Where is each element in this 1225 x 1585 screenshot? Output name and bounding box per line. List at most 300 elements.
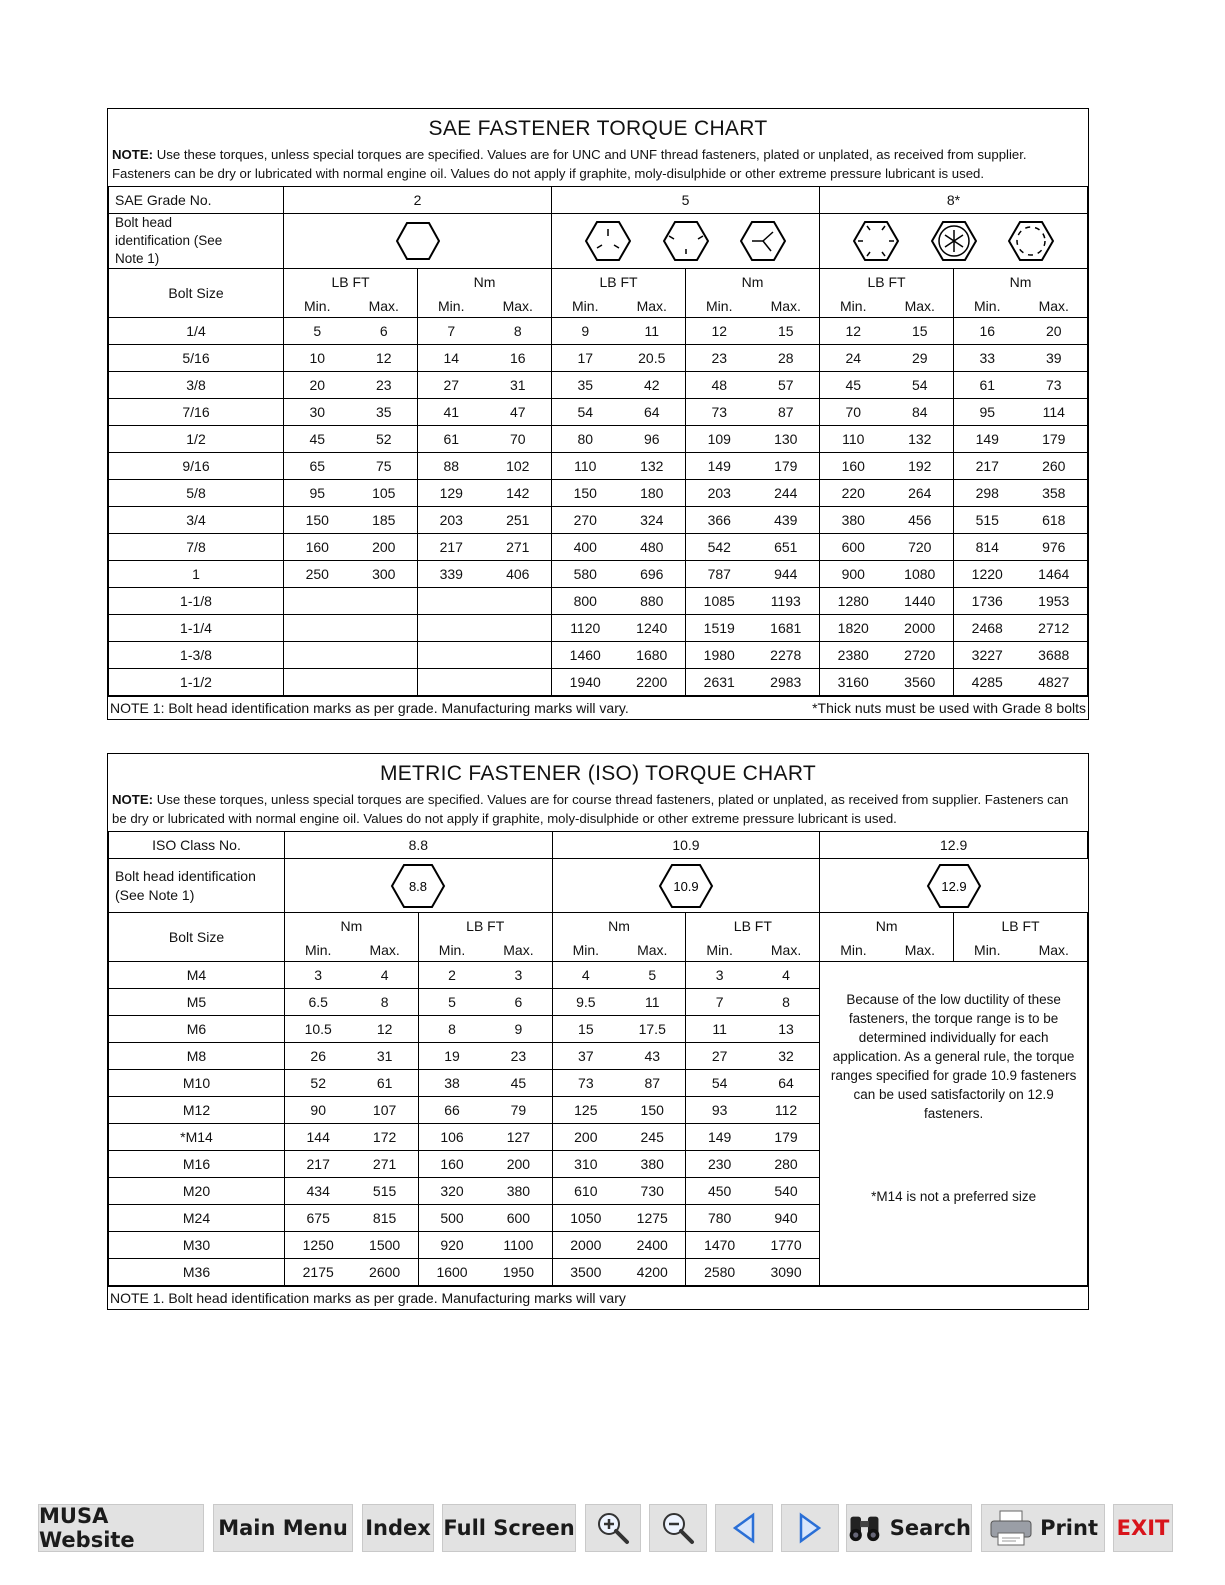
torque-value-cell: 110	[820, 426, 887, 453]
metric-unit-header: Nm	[285, 913, 419, 940]
torque-value-cell: 48	[686, 372, 753, 399]
torque-value-cell: 1050	[552, 1205, 619, 1232]
ductility-note: Because of the low ductility of these fasteners, the torque range is to be determined individually for each application. As a general rule, the torque ranges specified for grade 10.9 fasteners can be used satisfactorily on 12.9 fasteners.	[830, 992, 1077, 1121]
torque-value-cell: 9	[485, 1016, 552, 1043]
torque-value-cell: 17.5	[619, 1016, 686, 1043]
zoom-in-button[interactable]	[585, 1504, 641, 1552]
min-header: Min.	[686, 939, 753, 962]
bolt-size-cell: 5/8	[109, 480, 284, 507]
torque-value-cell	[418, 669, 485, 696]
zoom-out-button[interactable]	[649, 1504, 707, 1552]
torque-value-cell: 73	[686, 399, 753, 426]
torque-value-cell: 1736	[954, 588, 1021, 615]
torque-value-cell: 4	[552, 962, 619, 989]
torque-value-cell: 1681	[753, 615, 820, 642]
torque-value-cell	[485, 615, 552, 642]
torque-value-cell: 149	[686, 453, 753, 480]
torque-value-cell: 230	[686, 1151, 753, 1178]
torque-value-cell: 696	[619, 561, 686, 588]
torque-value-cell: 2175	[285, 1259, 352, 1286]
metric-class-8-8-head	[285, 859, 553, 913]
torque-value-cell: 105	[351, 480, 418, 507]
metric-table-body	[109, 962, 1088, 1286]
metric-note-text: Use these torques, unless special torques are specified. Values are for course thread fasteners, plated or unplated, as received from supplier. Fasteners can be dry or lubricated with normal engine oil. Values do not apply if graphite, moly-disulphide or other extreme pressure lubricant is used.	[112, 792, 1069, 826]
metric-footnote	[108, 1286, 1088, 1309]
torque-value-cell: 880	[619, 588, 686, 615]
torque-value-cell: 39	[1021, 345, 1088, 372]
torque-value-cell: 54	[887, 372, 954, 399]
torque-value-cell: 35	[351, 399, 418, 426]
torque-value-cell: 2720	[887, 642, 954, 669]
min-header: Min.	[284, 295, 351, 318]
torque-value-cell: 2712	[1021, 615, 1088, 642]
torque-value-cell: 2600	[351, 1259, 418, 1286]
torque-value-cell: 12	[686, 318, 753, 345]
torque-value-cell: 11	[686, 1016, 753, 1043]
musa-website-button[interactable]: MUSA Website	[38, 1504, 204, 1552]
torque-value-cell: 1950	[485, 1259, 552, 1286]
torque-value-cell: 515	[351, 1178, 418, 1205]
torque-value-cell: 814	[954, 534, 1021, 561]
torque-value-cell: 150	[552, 480, 619, 507]
torque-value-cell: 12	[351, 1016, 418, 1043]
torque-value-cell: 515	[954, 507, 1021, 534]
torque-value-cell: 109	[686, 426, 753, 453]
search-button[interactable]	[846, 1504, 972, 1552]
torque-value-cell: 45	[820, 372, 887, 399]
sae-note	[108, 145, 1088, 186]
torque-value-cell: 500	[418, 1205, 485, 1232]
torque-value-cell: 5	[284, 318, 351, 345]
bolt-size-cell: M10	[109, 1070, 285, 1097]
torque-value-cell: 1464	[1021, 561, 1088, 588]
sae-grade-2-head	[284, 214, 552, 269]
torque-value-cell: 12	[820, 318, 887, 345]
torque-value-cell: 149	[954, 426, 1021, 453]
sae-table-body	[109, 318, 1088, 696]
torque-value-cell	[351, 588, 418, 615]
max-header: Max.	[619, 939, 686, 962]
torque-value-cell: 90	[285, 1097, 352, 1124]
torque-value-cell: 70	[820, 399, 887, 426]
sae-unit-header: LB FT	[552, 269, 686, 296]
sae-unit-header: Nm	[418, 269, 552, 296]
torque-value-cell: 102	[485, 453, 552, 480]
torque-value-cell: 75	[351, 453, 418, 480]
torque-value-cell: 43	[619, 1043, 686, 1070]
bolt-size-cell: 1/2	[109, 426, 284, 453]
metric-table	[108, 831, 1088, 1286]
torque-value-cell: 651	[753, 534, 820, 561]
torque-value-cell	[418, 615, 485, 642]
torque-value-cell: 271	[351, 1151, 418, 1178]
torque-value-cell: 192	[887, 453, 954, 480]
torque-value-cell: 3500	[552, 1259, 619, 1286]
torque-value-cell	[418, 588, 485, 615]
hex-head-dashed-circle-icon	[1008, 220, 1054, 262]
torque-value-cell	[485, 642, 552, 669]
torque-value-cell: 2200	[619, 669, 686, 696]
torque-value-cell: 217	[285, 1151, 352, 1178]
torque-value-cell: 17	[552, 345, 619, 372]
torque-value-cell: 31	[351, 1043, 418, 1070]
torque-value-cell: 13	[753, 1016, 820, 1043]
torque-value-cell: 4200	[619, 1259, 686, 1286]
torque-value-cell: 3	[485, 962, 552, 989]
metric-footnote-text: NOTE 1. Bolt head identification marks as per grade. Manufacturing marks will vary	[110, 1290, 626, 1306]
head-mark-8-8: 8.8	[409, 878, 428, 894]
print-button-label: Print	[1040, 1516, 1098, 1540]
bolt-size-cell: 5/16	[109, 345, 284, 372]
torque-value-cell: 160	[418, 1151, 485, 1178]
torque-value-cell: 1770	[753, 1232, 820, 1259]
torque-value-cell: 6	[485, 989, 552, 1016]
torque-value-cell: 24	[820, 345, 887, 372]
min-header: Min.	[552, 295, 619, 318]
torque-value-cell: 8	[485, 318, 552, 345]
sae-table	[108, 186, 1088, 696]
metric-unit-header: LB FT	[686, 913, 820, 940]
torque-value-cell	[351, 642, 418, 669]
bolt-size-cell: 1	[109, 561, 284, 588]
torque-value-cell: 52	[285, 1070, 352, 1097]
torque-value-cell: 15	[753, 318, 820, 345]
torque-value-cell: 815	[351, 1205, 418, 1232]
sae-note-text: Use these torques, unless special torques are specified. Values are for UNC and UNF thread fasteners, plated or unplated, as received from supplier. Fasteners can be dry or lubricated with normal engine oil. Values do not apply if graphite, moly-disulphide or other extreme pressure lubricant is used.	[112, 147, 1027, 181]
torque-value-cell: 7	[686, 989, 753, 1016]
torque-value-cell: 920	[418, 1232, 485, 1259]
torque-value-cell: 1470	[686, 1232, 753, 1259]
torque-value-cell: 64	[619, 399, 686, 426]
bolt-size-cell: 1-1/2	[109, 669, 284, 696]
max-header: Max.	[1021, 295, 1088, 318]
torque-value-cell: 251	[485, 507, 552, 534]
torque-value-cell	[351, 615, 418, 642]
torque-value-cell	[485, 669, 552, 696]
torque-value-cell: 70	[485, 426, 552, 453]
torque-value-cell: 200	[552, 1124, 619, 1151]
bolt-size-cell: 1/4	[109, 318, 284, 345]
sae-grade-8-heads	[820, 214, 1088, 269]
hex-head-10-9-icon	[658, 863, 714, 909]
table-row	[109, 615, 1088, 642]
torque-value-cell: 1500	[351, 1232, 418, 1259]
sae-unit-row	[109, 269, 1088, 296]
torque-value-cell: 15	[552, 1016, 619, 1043]
sae-unit-header: Nm	[686, 269, 820, 296]
torque-value-cell: 3227	[954, 642, 1021, 669]
torque-value-cell: 4	[351, 962, 418, 989]
metric-class-10-9: 10.9	[552, 832, 820, 859]
torque-value-cell: 107	[351, 1097, 418, 1124]
torque-value-cell: 542	[686, 534, 753, 561]
torque-value-cell: 144	[285, 1124, 352, 1151]
min-header: Min.	[954, 939, 1021, 962]
min-header: Min.	[820, 939, 887, 962]
index-button[interactable]: Index	[362, 1504, 434, 1552]
table-row	[109, 480, 1088, 507]
torque-value-cell: 114	[1021, 399, 1088, 426]
hex-head-lines-icon	[663, 220, 709, 262]
torque-value-cell: 180	[619, 480, 686, 507]
hex-head-six-marks-icon	[853, 220, 899, 262]
torque-value-cell: 26	[285, 1043, 352, 1070]
torque-value-cell: 280	[753, 1151, 820, 1178]
torque-value-cell: 675	[285, 1205, 352, 1232]
torque-value-cell: 150	[284, 507, 351, 534]
sae-grade-5: 5	[552, 187, 820, 214]
torque-value-cell: 600	[485, 1205, 552, 1232]
torque-value-cell: 358	[1021, 480, 1088, 507]
torque-value-cell: 35	[552, 372, 619, 399]
sae-grade-label: SAE Grade No.	[109, 187, 284, 214]
torque-value-cell: 54	[552, 399, 619, 426]
table-row	[109, 642, 1088, 669]
max-header: Max.	[887, 939, 954, 962]
torque-value-cell: 41	[418, 399, 485, 426]
min-header: Min.	[285, 939, 352, 962]
table-row	[109, 507, 1088, 534]
sae-unit-header: LB FT	[284, 269, 418, 296]
torque-value-cell: 95	[284, 480, 351, 507]
torque-value-cell: 787	[686, 561, 753, 588]
torque-value-cell: 132	[887, 426, 954, 453]
torque-value-cell: 185	[351, 507, 418, 534]
torque-value-cell: 88	[418, 453, 485, 480]
torque-value-cell: 2580	[686, 1259, 753, 1286]
torque-value-cell: 32	[753, 1043, 820, 1070]
table-row	[109, 534, 1088, 561]
bolt-size-cell: M24	[109, 1205, 285, 1232]
hex-head-star-icon	[931, 220, 977, 262]
torque-value-cell: 2468	[954, 615, 1021, 642]
torque-value-cell: 1280	[820, 588, 887, 615]
torque-value-cell: 780	[686, 1205, 753, 1232]
torque-value-cell: 8	[418, 1016, 485, 1043]
min-header: Min.	[820, 295, 887, 318]
torque-value-cell: 80	[552, 426, 619, 453]
metric-class-row	[109, 832, 1088, 859]
torque-value-cell: 264	[887, 480, 954, 507]
sae-bolthead-label: Bolt head identification (See Note 1)	[109, 214, 284, 269]
torque-value-cell	[284, 588, 351, 615]
max-header: Max.	[887, 295, 954, 318]
sae-torque-chart	[107, 108, 1089, 720]
bolt-size-cell: 3/8	[109, 372, 284, 399]
min-header: Min.	[686, 295, 753, 318]
torque-value-cell: 220	[820, 480, 887, 507]
metric-bolthead-label: Bolt head identification (See Note 1)	[109, 859, 285, 913]
torque-value-cell: 37	[552, 1043, 619, 1070]
torque-value-cell: 1100	[485, 1232, 552, 1259]
metric-unit-row	[109, 913, 1088, 940]
torque-value-cell: 110	[552, 453, 619, 480]
torque-value-cell: 800	[552, 588, 619, 615]
sae-unit-header: LB FT	[820, 269, 954, 296]
torque-value-cell: 45	[485, 1070, 552, 1097]
next-page-icon	[797, 1512, 823, 1544]
torque-value-cell: 730	[619, 1178, 686, 1205]
table-row	[109, 588, 1088, 615]
torque-value-cell: 61	[418, 426, 485, 453]
bolt-size-cell: 7/16	[109, 399, 284, 426]
bolt-size-cell: *M14	[109, 1124, 285, 1151]
torque-value-cell: 1519	[686, 615, 753, 642]
head-mark-10-9: 10.9	[673, 878, 699, 894]
sae-footnote	[108, 696, 1088, 719]
torque-value-cell: 310	[552, 1151, 619, 1178]
metric-class-12-9: 12.9	[820, 832, 1088, 859]
torque-value-cell: 944	[753, 561, 820, 588]
torque-value-cell: 2278	[753, 642, 820, 669]
bolt-size-cell: M12	[109, 1097, 285, 1124]
torque-value-cell: 1250	[285, 1232, 352, 1259]
torque-value-cell: 245	[619, 1124, 686, 1151]
torque-value-cell: 1220	[954, 561, 1021, 588]
torque-value-cell: 42	[619, 372, 686, 399]
metric-boltsize-label: Bolt Size	[109, 913, 285, 962]
torque-value-cell: 9	[552, 318, 619, 345]
next-page-button[interactable]	[781, 1504, 839, 1552]
torque-value-cell: 65	[284, 453, 351, 480]
torque-value-cell: 30	[284, 399, 351, 426]
sae-grade-5-heads	[552, 214, 820, 269]
table-row	[109, 561, 1088, 588]
torque-value-cell: 320	[418, 1178, 485, 1205]
sae-grade-row	[109, 187, 1088, 214]
torque-value-cell: 29	[887, 345, 954, 372]
torque-value-cell: 217	[954, 453, 1021, 480]
torque-value-cell: 160	[284, 534, 351, 561]
sae-footnote-right: *Thick nuts must be used with Grade 8 bolts	[812, 700, 1086, 716]
torque-value-cell: 200	[351, 534, 418, 561]
metric-note	[108, 790, 1088, 831]
torque-value-cell: 720	[887, 534, 954, 561]
torque-value-cell: 217	[418, 534, 485, 561]
torque-value-cell: 3688	[1021, 642, 1088, 669]
torque-value-cell: 1980	[686, 642, 753, 669]
torque-value-cell: 73	[1021, 372, 1088, 399]
print-button[interactable]	[981, 1504, 1105, 1552]
torque-value-cell: 23	[686, 345, 753, 372]
max-header: Max.	[753, 939, 820, 962]
torque-value-cell: 380	[619, 1151, 686, 1178]
torque-value-cell: 47	[485, 399, 552, 426]
torque-value-cell: 79	[485, 1097, 552, 1124]
torque-value-cell: 3560	[887, 669, 954, 696]
table-row	[109, 372, 1088, 399]
torque-value-cell: 2000	[887, 615, 954, 642]
torque-value-cell: 976	[1021, 534, 1088, 561]
metric-chart-title: METRIC FASTENER (ISO) TORQUE CHART	[379, 762, 817, 785]
torque-value-cell: 298	[954, 480, 1021, 507]
torque-value-cell: 4285	[954, 669, 1021, 696]
torque-value-cell: 64	[753, 1070, 820, 1097]
torque-value-cell: 12	[351, 345, 418, 372]
torque-value-cell: 28	[753, 345, 820, 372]
sae-note-label: NOTE:	[112, 147, 154, 162]
torque-value-cell: 6.5	[285, 989, 352, 1016]
torque-value-cell: 27	[418, 372, 485, 399]
torque-value-cell: 4	[753, 962, 820, 989]
torque-value-cell: 66	[418, 1097, 485, 1124]
sae-boltsize-label: Bolt Size	[109, 269, 284, 318]
binoculars-icon	[847, 1511, 884, 1545]
torque-value-cell: 2983	[753, 669, 820, 696]
torque-value-cell: 900	[820, 561, 887, 588]
metric-class-8-8: 8.8	[285, 832, 553, 859]
torque-value-cell: 450	[686, 1178, 753, 1205]
bolt-size-cell: 1-1/4	[109, 615, 284, 642]
torque-value-cell: 106	[418, 1124, 485, 1151]
torque-value-cell: 112	[753, 1097, 820, 1124]
torque-value-cell: 172	[351, 1124, 418, 1151]
torque-value-cell: 1440	[887, 588, 954, 615]
exit-button[interactable]: EXIT	[1113, 1504, 1173, 1552]
metric-torque-chart	[107, 753, 1089, 1310]
torque-value-cell: 1120	[552, 615, 619, 642]
min-header: Min.	[954, 295, 1021, 318]
torque-value-cell: 10.5	[285, 1016, 352, 1043]
max-header: Max.	[619, 295, 686, 318]
torque-value-cell: 300	[351, 561, 418, 588]
sae-footnote-left: NOTE 1: Bolt head identification marks as per grade. Manufacturing marks will vary.	[110, 700, 629, 716]
main-menu-button[interactable]: Main Menu	[213, 1504, 353, 1552]
torque-value-cell: 270	[552, 507, 619, 534]
previous-page-button[interactable]	[715, 1504, 773, 1552]
torque-value-cell: 610	[552, 1178, 619, 1205]
torque-value-cell: 23	[485, 1043, 552, 1070]
sae-unit-header: Nm	[954, 269, 1088, 296]
full-screen-button[interactable]: Full Screen	[442, 1504, 576, 1552]
torque-value-cell: 1460	[552, 642, 619, 669]
torque-value-cell: 9.5	[552, 989, 619, 1016]
prev-page-icon	[731, 1512, 757, 1544]
sae-bolthead-row	[109, 214, 1088, 269]
max-header: Max.	[485, 295, 552, 318]
torque-value-cell: 2380	[820, 642, 887, 669]
torque-value-cell: 87	[619, 1070, 686, 1097]
torque-value-cell: 600	[820, 534, 887, 561]
hex-head-y-mark-icon	[740, 220, 786, 262]
torque-value-cell: 45	[284, 426, 351, 453]
torque-value-cell: 96	[619, 426, 686, 453]
max-header: Max.	[351, 939, 418, 962]
bolt-size-cell: M5	[109, 989, 285, 1016]
torque-value-cell: 11	[619, 318, 686, 345]
torque-value-cell: 1193	[753, 588, 820, 615]
torque-value-cell: 4827	[1021, 669, 1088, 696]
torque-value-cell: 1680	[619, 642, 686, 669]
min-header: Min.	[418, 939, 485, 962]
torque-value-cell: 179	[753, 1124, 820, 1151]
bolt-size-cell: 3/4	[109, 507, 284, 534]
metric-unit-header: Nm	[552, 913, 686, 940]
torque-value-cell: 1953	[1021, 588, 1088, 615]
metric-unit-header: LB FT	[954, 913, 1088, 940]
torque-value-cell: 16	[954, 318, 1021, 345]
torque-value-cell: 7	[418, 318, 485, 345]
torque-value-cell: 14	[418, 345, 485, 372]
torque-value-cell: 20	[1021, 318, 1088, 345]
torque-value-cell: 129	[418, 480, 485, 507]
torque-value-cell: 271	[485, 534, 552, 561]
torque-value-cell: 31	[485, 372, 552, 399]
torque-value-cell: 940	[753, 1205, 820, 1232]
torque-value-cell: 3	[686, 962, 753, 989]
torque-value-cell: 179	[1021, 426, 1088, 453]
torque-value-cell: 10	[284, 345, 351, 372]
